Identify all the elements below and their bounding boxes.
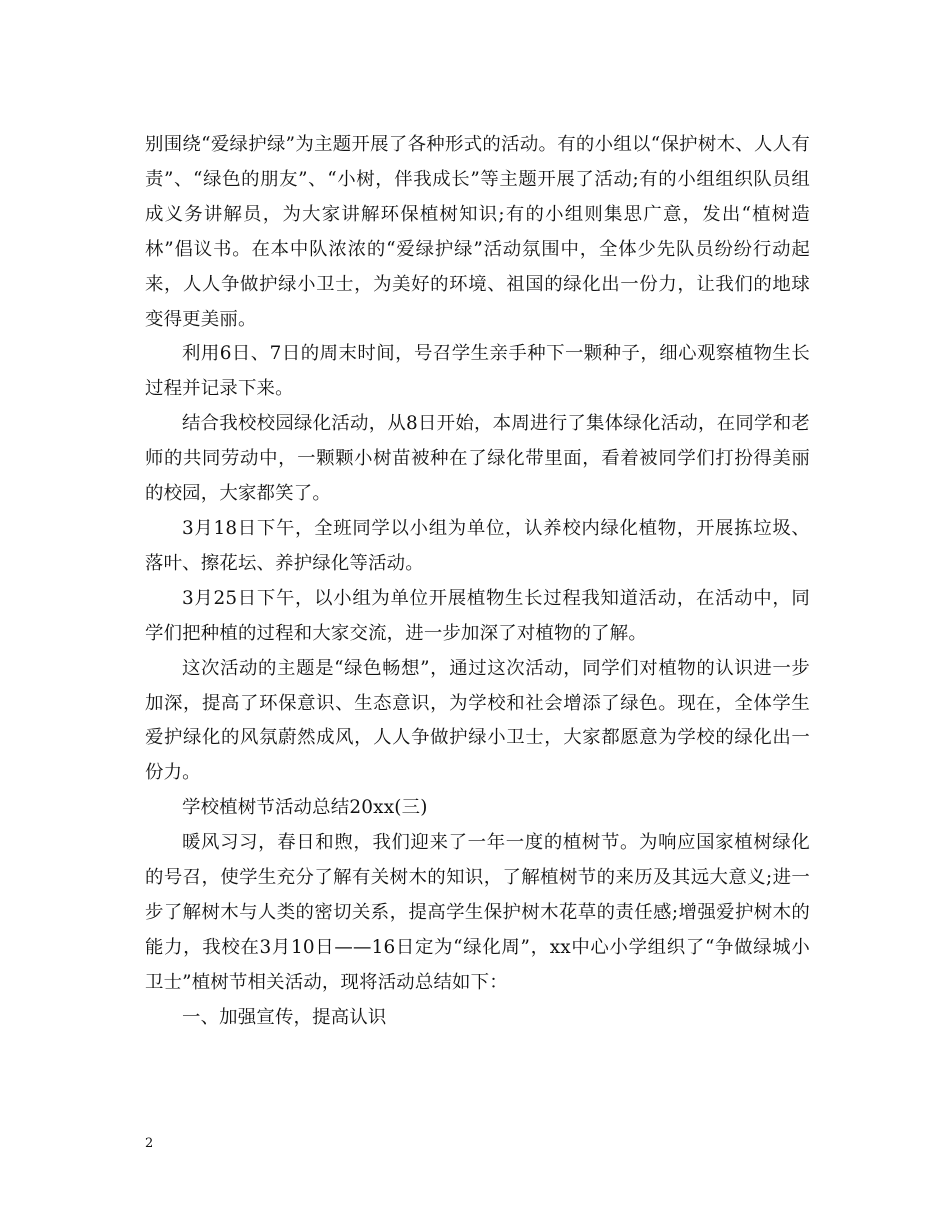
paragraph-4: 3月18日下午，全班同学以小组为单位，认养校内绿化植物，开展拣垃圾、落叶、擦花坛、养护绿化等活动。: [145, 517, 810, 574]
paragraph-1: 别围绕“爱绿护绿”为主题开展了各种形式的活动。有的小组以“保护树木、人人有责”、“绿色的朋友”、“小树，伴我成长”等主题开展了活动;有的小组组织队员组成义务讲解员，为大家讲解环保植树知识;有的小组则集思广意，发出“植树造林”倡议书。在本中队浓浓的“爱绿护绿”活动氛围中，全体少先队员纷纷行动起来，人人争做护绿小卫士，为美好的环境、祖国的绿化出一份力，让我们的地球变得更美丽。: [145, 134, 810, 330]
paragraph-3: 结合我校校园绿化活动，从8日开始，本周进行了集体绿化活动，在同学和老师的共同劳动中，一颗颗小树苗被种在了绿化带里面，看着被同学们打扮得美丽的校园，大家都笑了。: [145, 413, 810, 505]
paragraph-5: 3月25日下午，以小组为单位开展植物生长过程我知道活动，在活动中，同学们把种植的过程和大家交流，进一步加深了对植物的了解。: [145, 587, 810, 644]
section-heading-3: 学校植树节活动总结20xx(三): [182, 797, 428, 819]
subheading-1: 一、加强宣传，提高认识: [182, 1006, 387, 1028]
paragraph-7: 暖风习习，春日和煦，我们迎来了一年一度的植树节。为响应国家植树绿化的号召，使学生充分了解有关树木的知识，了解植树节的来历及其远大意义;进一步了解树木与人类的密切关系，提高学生保护树木花草的责任感;增强爱护树木的能力，我校在3月10日——16日定为“绿化周”，xx中心小学组织了“争做绿城小卫士”植树节相关活动，现将活动总结如下：: [145, 832, 810, 993]
page-number: 2: [145, 1136, 154, 1151]
paragraph-2: 利用6日、7日的周末时间，号召学生亲手种下一颗种子，细心观察植物生长过程并记录下来。: [145, 343, 810, 400]
paragraph-6: 这次活动的主题是“绿色畅想”，通过这次活动，同学们对植物的认识进一步加深，提高了环保意识、生态意识，为学校和社会增添了绿色。现在，全体学生爱护绿化的风氛蔚然成风，人人争做护绿小卫士，大家都愿意为学校的绿化出一份力。: [145, 657, 810, 784]
document-body: [145, 128, 810, 1036]
